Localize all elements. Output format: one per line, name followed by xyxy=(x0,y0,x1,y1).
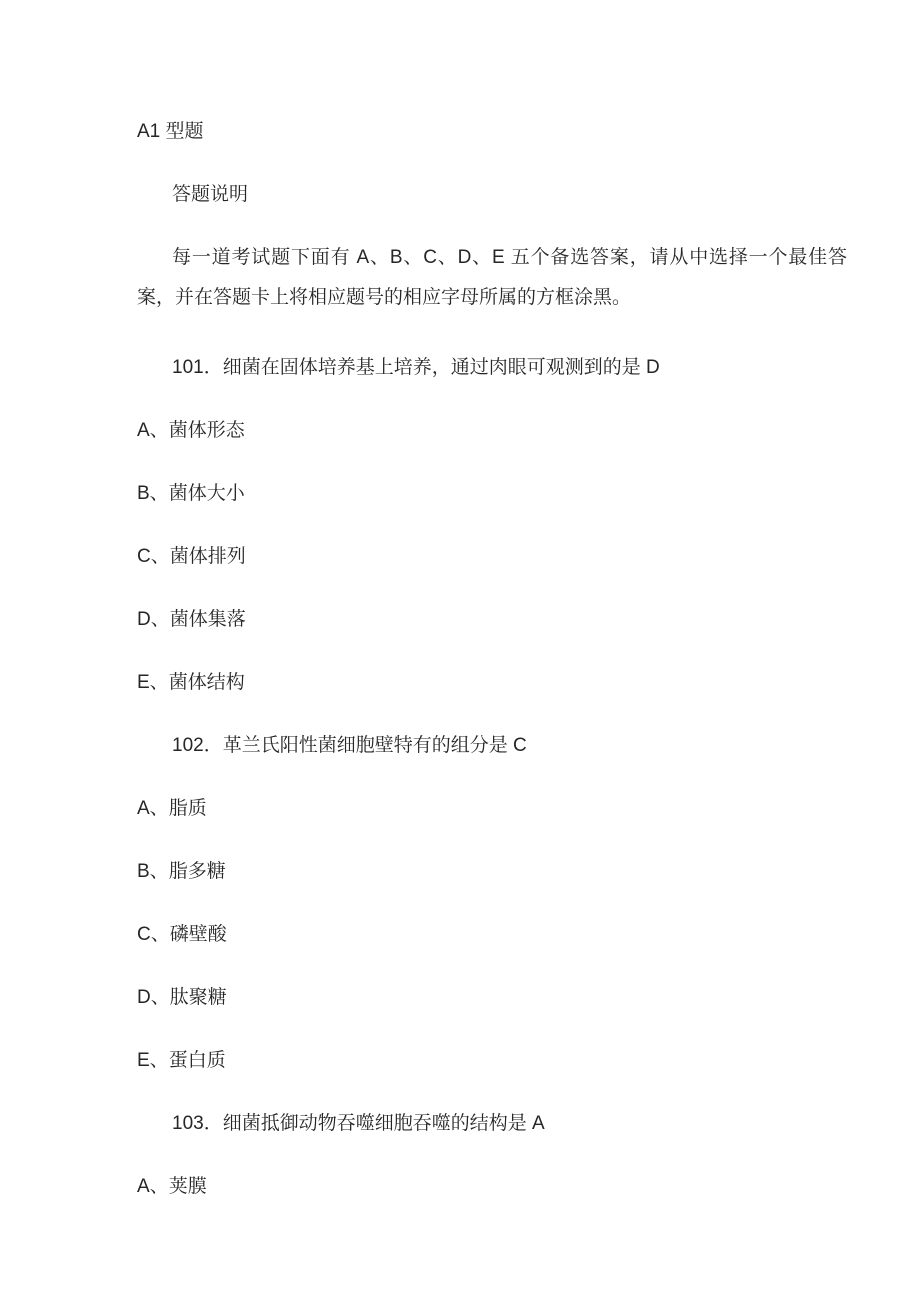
option-text: 磷壁酸 xyxy=(169,924,227,945)
option-item xyxy=(137,600,847,640)
option-label: C、 xyxy=(137,546,170,567)
question-text: 细菌抵御动物吞噬细胞吞噬的结构是 xyxy=(222,1113,527,1134)
option-label: E、 xyxy=(137,1050,169,1071)
option-text: 蛋白质 xyxy=(168,1050,226,1071)
option-label: A、 xyxy=(137,420,169,441)
option-label: D、 xyxy=(137,987,170,1008)
option-text: 菌体排列 xyxy=(169,546,246,567)
question-stem xyxy=(137,348,847,388)
option-label: A、 xyxy=(137,1176,169,1197)
option-label: B、 xyxy=(137,861,169,882)
question-block-101 xyxy=(137,348,847,703)
option-item xyxy=(137,537,847,577)
option-item xyxy=(137,978,847,1018)
answer-key: D xyxy=(646,357,660,378)
option-text: 荚膜 xyxy=(168,1176,207,1197)
option-text: 菌体形态 xyxy=(168,420,245,441)
option-label: D、 xyxy=(137,609,170,630)
option-label: B、 xyxy=(137,483,169,504)
option-item xyxy=(137,915,847,955)
answer-key: C xyxy=(513,735,527,756)
document-heading: A1 型题 xyxy=(137,121,204,142)
option-item xyxy=(137,1041,847,1081)
option-text: 菌体大小 xyxy=(168,483,245,504)
option-item xyxy=(137,411,847,451)
option-label: E、 xyxy=(137,672,169,693)
question-stem xyxy=(137,1104,847,1144)
question-block-102 xyxy=(137,726,847,1081)
question-text: 细菌在固体培养基上培养，通过肉眼可观测到的是 xyxy=(222,357,641,378)
section-title: 答题说明 xyxy=(172,184,249,205)
question-number: 103． xyxy=(172,1113,223,1134)
option-text: 脂质 xyxy=(168,798,207,819)
question-number: 102． xyxy=(172,735,223,756)
option-text: 菌体结构 xyxy=(168,672,245,693)
option-item xyxy=(137,474,847,514)
question-text: 革兰氏阳性菌细胞壁特有的组分是 xyxy=(222,735,508,756)
question-block-103 xyxy=(137,1104,847,1207)
instructions-paragraph: 每一道考试题下面有 A、B、C、D、E 五个备选答案，请从中选择一个最佳答案，并在答题卡上将相应题号的相应字母所属的方框涂黑。 xyxy=(137,247,847,308)
option-label: C、 xyxy=(137,924,170,945)
question-stem xyxy=(137,726,847,766)
option-item xyxy=(137,1167,847,1207)
question-number: 101． xyxy=(172,357,223,378)
option-item xyxy=(137,852,847,892)
option-text: 肽聚糖 xyxy=(169,987,227,1008)
option-text: 脂多糖 xyxy=(168,861,226,882)
option-item xyxy=(137,789,847,829)
option-item xyxy=(137,663,847,703)
option-label: A、 xyxy=(137,798,169,819)
option-text: 菌体集落 xyxy=(169,609,246,630)
answer-key: A xyxy=(532,1113,545,1134)
